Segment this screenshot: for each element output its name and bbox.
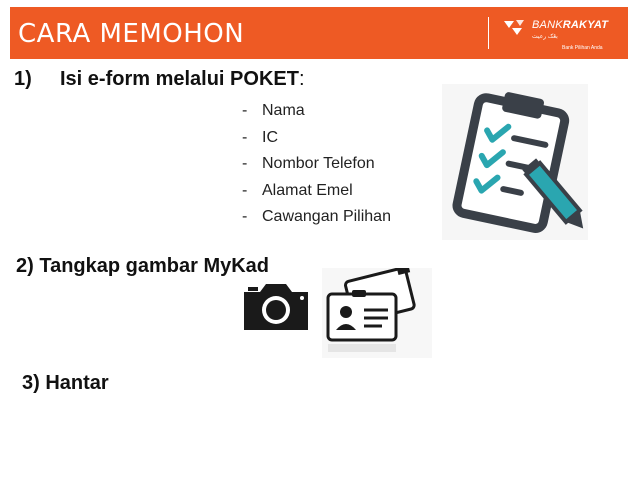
list-dash: - [242,128,248,146]
list-item [242,204,391,231]
list-item-label: Nombor Telefon [262,155,375,172]
list-dash: - [242,102,248,119]
bank-logo-icon [502,17,526,39]
list-item [242,178,391,205]
step-1-text: Isi e-form melalui POKET [60,68,299,90]
camera-icon [240,280,312,332]
page-title: CARA MEMOHON [18,19,245,49]
required-fields-list [242,98,391,231]
clipboard-checklist-icon [440,82,590,242]
step-1-colon: : [298,68,305,90]
step-1-heading [14,68,305,91]
step-1-number: 1) [14,68,32,90]
list-dash: - [242,181,248,199]
step-3-heading: 3) Hantar [22,372,109,394]
list-item-label: Nama [262,102,305,119]
list-item-label: Alamat Emel [262,181,353,199]
list-item [242,125,391,152]
logo-jawi-text: بڠک رعيت [532,34,558,40]
id-card-icon [322,268,432,358]
list-item-label: IC [262,128,278,146]
list-item [242,98,391,125]
logo-divider [488,17,489,49]
list-item [242,151,391,178]
list-dash: - [242,155,248,172]
step-2-heading: 2) Tangkap gambar MyKad [16,255,270,277]
logo-word-bank: BANK [532,19,563,31]
list-item-label: Cawangan Pilihan [262,208,391,225]
logo-word-rakyat: RAKYAT [562,19,609,31]
list-dash: - [242,208,248,225]
logo-tagline: Bank Pilihan Anda [562,45,603,51]
bank-rakyat-logo [488,13,622,53]
logo-wordmark [532,19,608,31]
header-bar [10,7,628,59]
